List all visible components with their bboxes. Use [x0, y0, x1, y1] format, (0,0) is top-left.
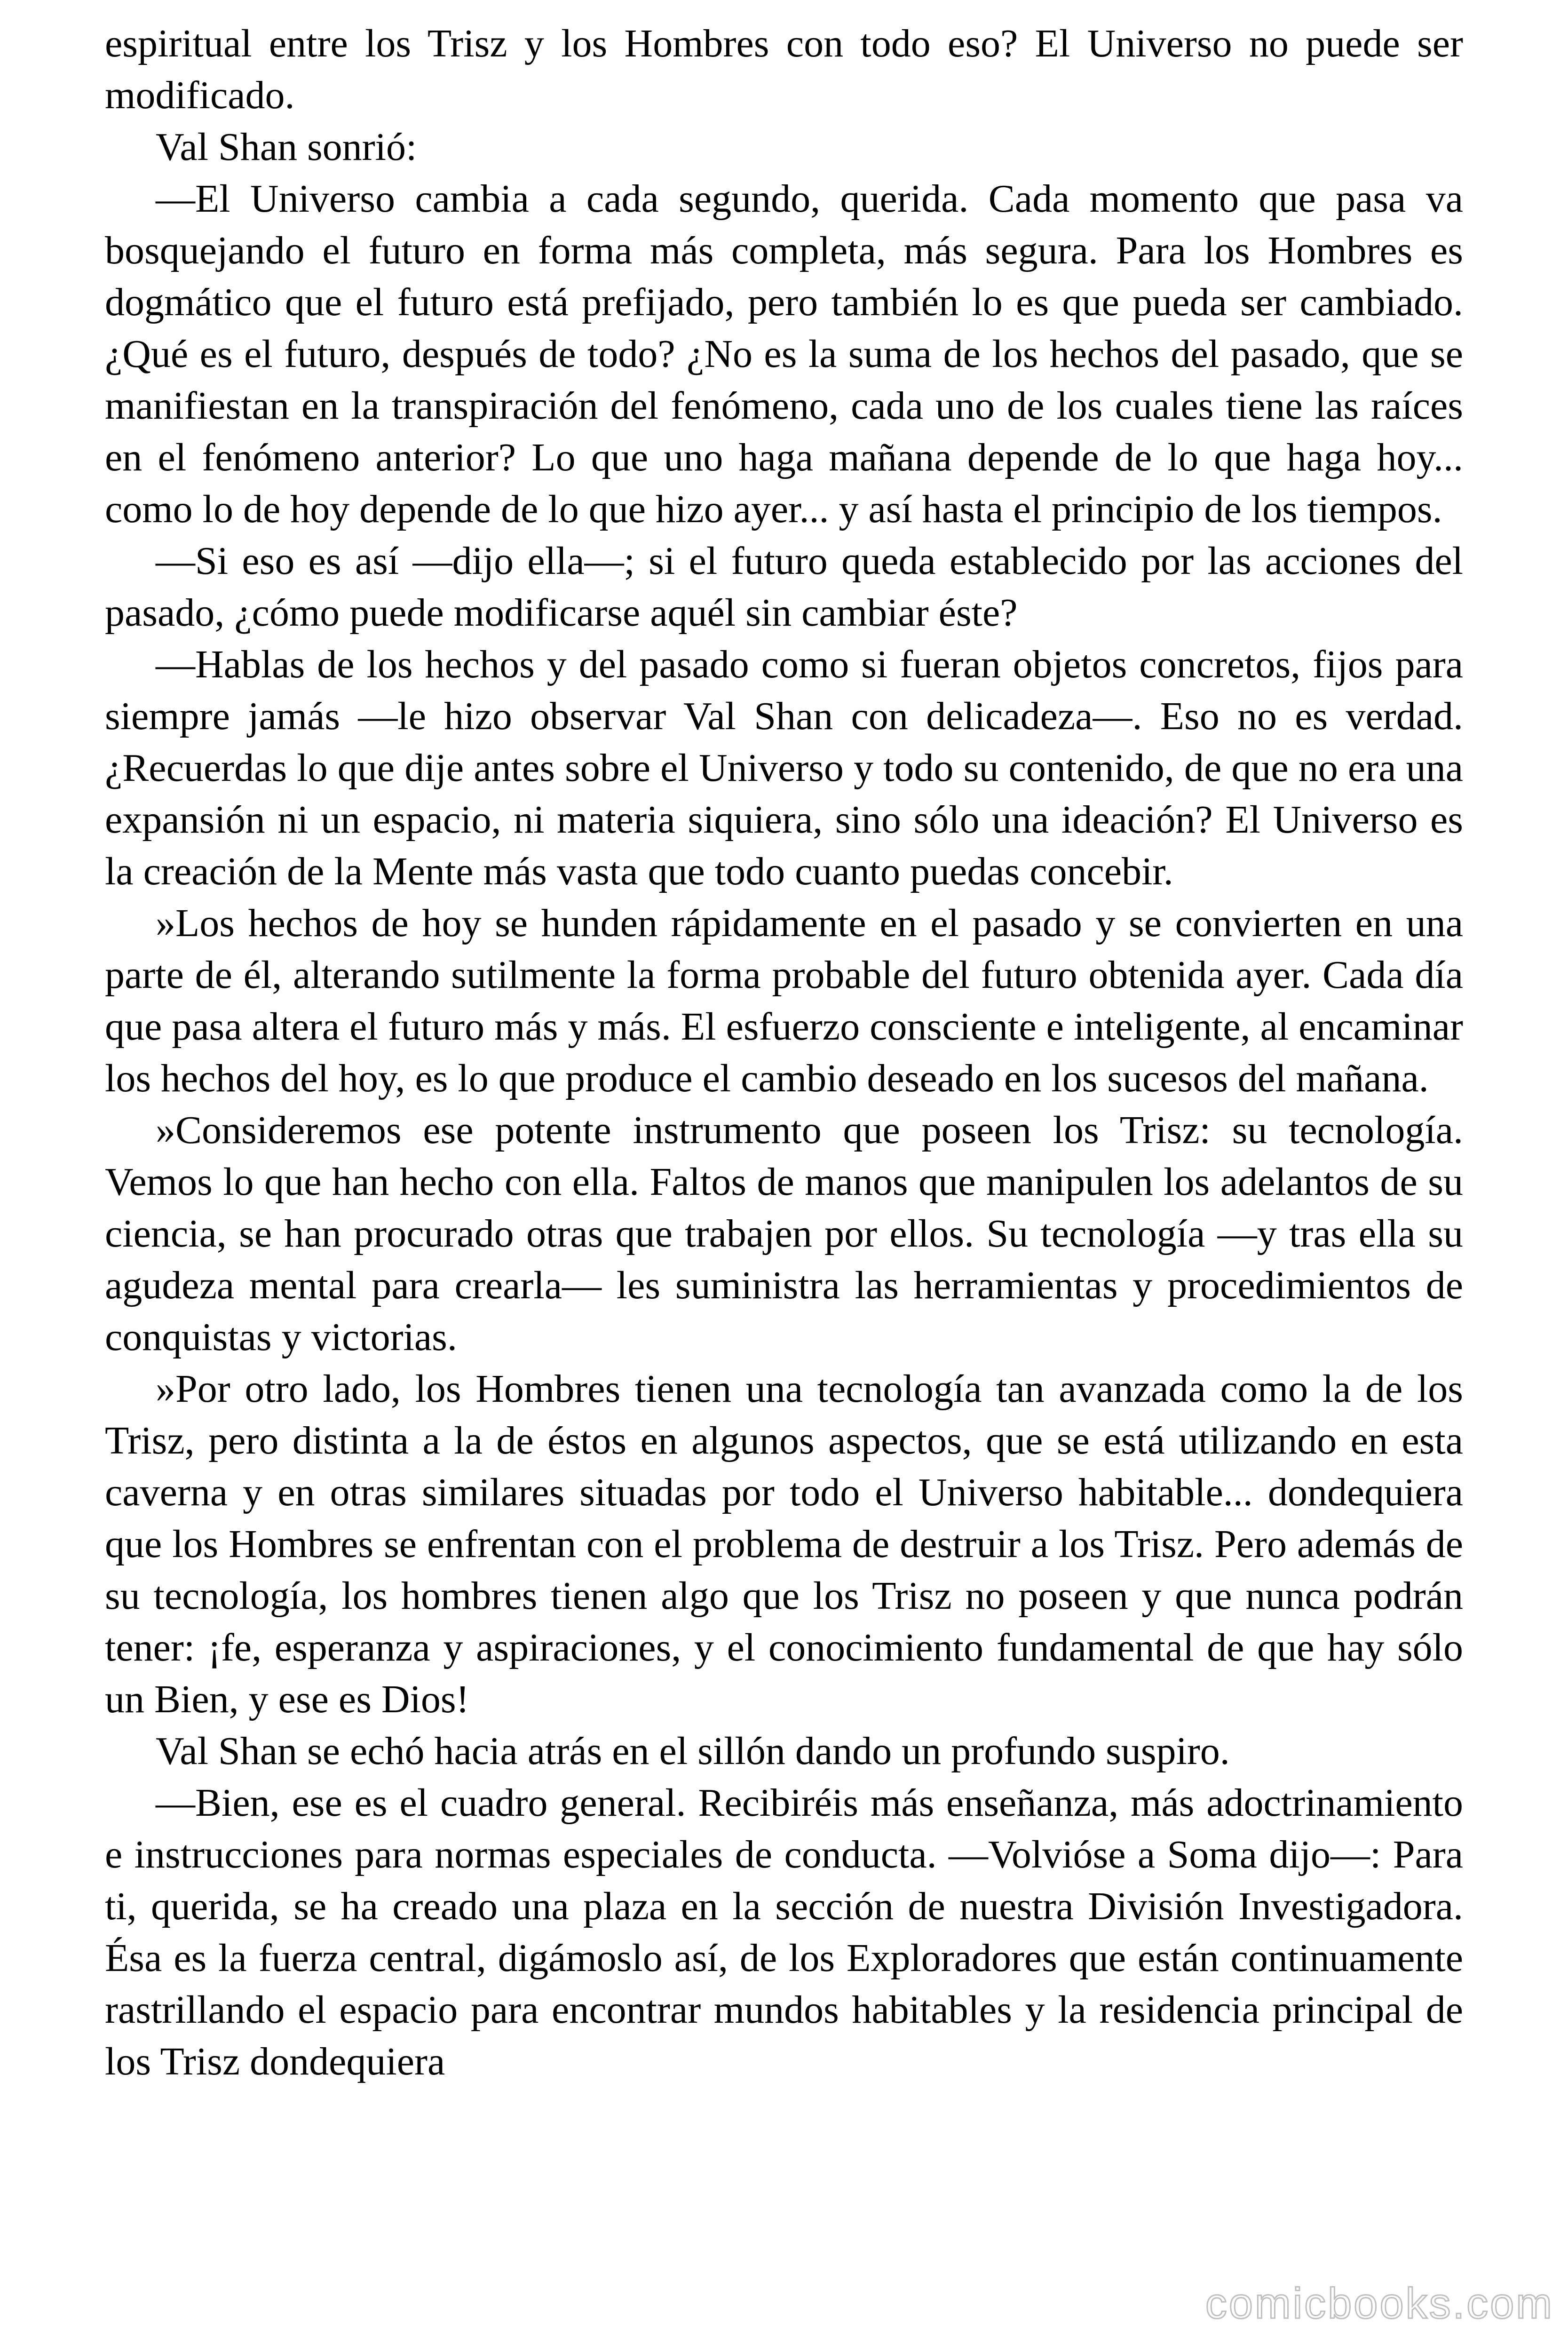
paragraph: —Bien, ese es el cuadro general. Recibiréis más enseñanza, más adoctrinamiento e instrucciones para normas especiales de conducta. —Volvióse a Soma dijo—: Para ti, querida, se ha creado una plaza en la sección de nuestra División Investigadora. Ésa es la fuerza central, digámoslo así, de los Exploradores que están continuamente rastrillando el espacio para encontrar mundos habitables y la residencia principal de los Trisz dondequiera — [105, 1781, 1463, 2083]
paragraph: Val Shan se echó hacia atrás en el sillón dando un profundo suspiro. — [156, 1729, 1230, 1773]
paragraph: »Consideremos ese potente instrumento que poseen los Trisz: su tecnología. Vemos lo que han hecho con ella. Faltos de manos que manipulen los adelantos de su ciencia, se han procurado otras que trabajen por ellos. Su tecnología —y tras ella su agudeza mental para crearla— les suministra las herramientas y procedimientos de conquistas y victorias. — [105, 1108, 1463, 1359]
paragraph: —El Universo cambia a cada segundo, querida. Cada momento que pasa va bosquejando el futuro en forma más completa, más segura. Para los Hombres es dogmático que el futuro está prefijado, pero también lo es que pueda ser cambiado. ¿Qué es el futuro, después de todo? ¿No es la suma de los hechos del pasado, que se manifiestan en la transpiración del fenómeno, cada uno de los cuales tiene las raíces en el fenómeno anterior? Lo que uno haga mañana depende de lo que haga hoy... como lo de hoy depende de lo que hizo ayer... y así hasta el principio de los tiempos. — [105, 177, 1463, 531]
site-watermark: comicbooks.com — [1205, 2280, 1554, 2328]
book-page-body — [105, 18, 1463, 2088]
paragraph: »Los hechos de hoy se hunden rápidamente en el pasado y se convierten en una parte de él, alterando sutilmente la forma probable del futuro obtenida ayer. Cada día que pasa altera el futuro más y más. El esfuerzo consciente e inteligente, al encaminar los hechos del hoy, es lo que produce el cambio deseado en los sucesos del mañana. — [105, 901, 1463, 1100]
paragraph-continuation: espiritual entre los Trisz y los Hombres con todo eso? El Universo no puede ser modificado. — [105, 22, 1463, 117]
paragraph: —Si eso es así —dijo ella—; si el futuro queda establecido por las acciones del pasado, ¿cómo puede modificarse aquél sin cambiar éste? — [105, 539, 1463, 635]
paragraph: Val Shan sonrió: — [156, 125, 417, 169]
paragraph: »Por otro lado, los Hombres tienen una tecnología tan avanzada como la de los Trisz, pero distinta a la de éstos en algunos aspectos, que se está utilizando en esta caverna y en otras similares situadas por todo el Universo habitable... dondequiera que los Hombres se enfrentan con el problema de destruir a los Trisz. Pero además de su tecnología, los hombres tienen algo que los Trisz no poseen y que nunca podrán tener: ¡fe, esperanza y aspiraciones, y el conocimiento fundamental de que hay sólo un Bien, y ese es Dios! — [105, 1367, 1463, 1721]
paragraph: —Hablas de los hechos y del pasado como si fueran objetos concretos, fijos para siempre jamás —le hizo observar Val Shan con delicadeza—. Eso no es verdad. ¿Recuerdas lo que dije antes sobre el Universo y todo su contenido, de que no era una expansión ni un espacio, ni materia siquiera, sino sólo una ideación? El Universo es la creación de la Mente más vasta que todo cuanto puedas concebir. — [105, 643, 1463, 893]
